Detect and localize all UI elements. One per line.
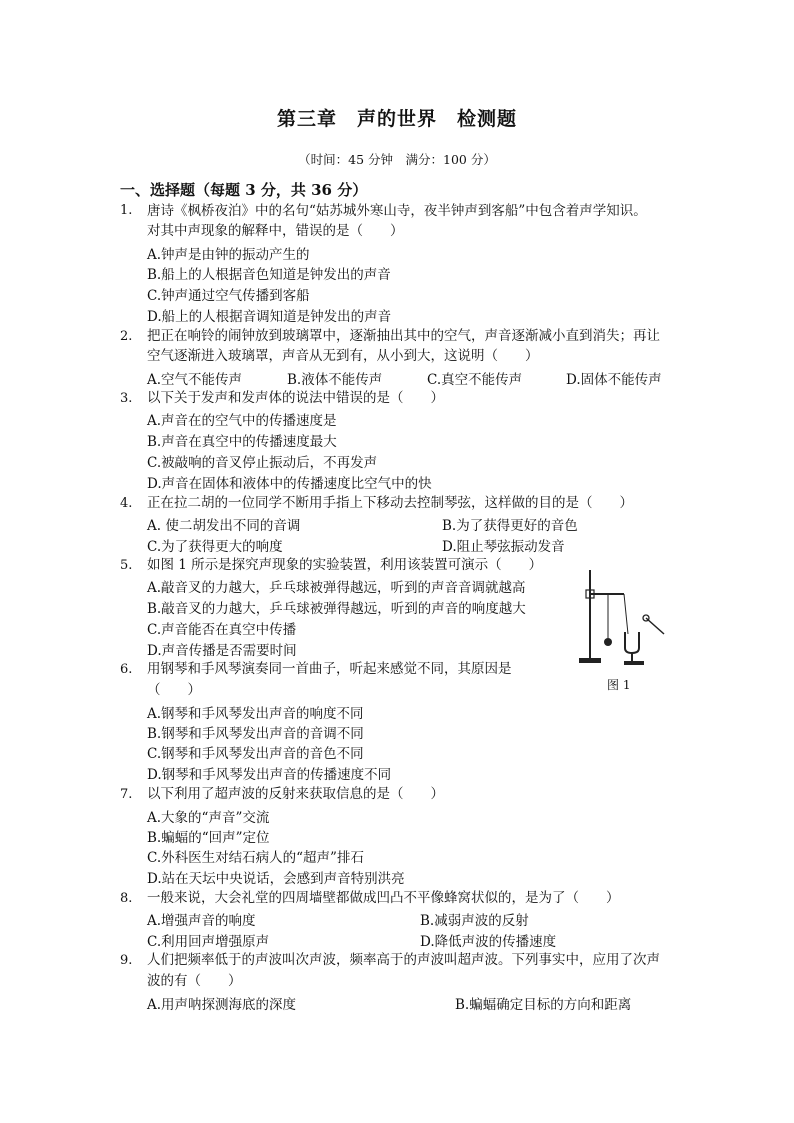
question-stem-line: 对其中声现象的解释中，错误的是（ ）	[147, 223, 404, 239]
option-a: A.声音在的空气中的传播速度是	[147, 413, 337, 429]
question-number: 6.	[120, 662, 133, 677]
option-d: D.钢琴和手风琴发出声音的传播速度不同	[147, 767, 392, 783]
option-b: B.敲音叉的力越大，乒乓球被弹得越远，听到的声音的响度越大	[147, 601, 526, 617]
option-d: D.降低声波的传播速度	[420, 934, 557, 950]
option-c: C.钟声通过空气传播到客船	[147, 288, 310, 304]
question-number: 3.	[120, 391, 133, 406]
question-number: 4.	[120, 496, 133, 511]
question-stem-line: 如图 1 所示是探究声现象的实验装置，利用该装置可演示（ ）	[147, 557, 543, 573]
option-c: C.为了获得更大的响度	[147, 539, 283, 555]
question-stem-line: 用钢琴和手风琴演奏同一首曲子，听起来感觉不同，其原因是	[147, 661, 512, 677]
question-number: 7.	[120, 787, 133, 802]
option-b: B.声音在真空中的传播速度最大	[147, 434, 337, 450]
option-c: C.利用回声增强原声	[147, 934, 270, 950]
tuning-fork-pendulum-icon	[576, 570, 666, 690]
option-d: D.站在天坛中央说话，会感到声音特别洪亮	[147, 871, 405, 887]
question-number: 5.	[120, 558, 133, 573]
option-d: D.声音传播是否需要时间	[147, 643, 297, 659]
option-d: D.船上的人根据音调知道是钟发出的声音	[147, 309, 392, 325]
page-subtitle: （时间：45 分钟 满分：100 分）	[298, 152, 496, 167]
option-c: C.被敲响的音叉停止振动后，不再发声	[147, 455, 378, 471]
question-stem-line: 正在拉二胡的一位同学不断用手指上下移动去控制琴弦，这样做的目的是（ ）	[147, 495, 633, 511]
option-b: B.蝙蝠的“回声”定位	[147, 830, 270, 846]
option-a: A.增强声音的响度	[147, 913, 256, 929]
question-number: 9.	[120, 953, 133, 968]
question-stem-line: 人们把频率低于的声波叫次声波，频率高于的声波叫超声波。下列事实中，应用了次声	[147, 952, 660, 968]
option-a: A.大象的“声音”交流	[147, 810, 270, 826]
question-stem-line: 以下关于发声和发声体的说法中错误的是（ ）	[147, 390, 444, 406]
option-a: A.钟声是由钟的振动产生的	[147, 247, 310, 263]
option-a: A.敲音叉的力越大，乒乓球被弹得越远，听到的声音音调就越高	[147, 580, 526, 596]
option-c: C.真空不能传声	[427, 372, 523, 388]
question-stem-line: 一般来说，大会礼堂的四周墙壁都做成凹凸不平像蜂窝状似的，是为了（ ）	[147, 890, 620, 906]
question-stem-line: 唐诗《枫桥夜泊》中的名句“姑苏城外寒山寺，夜半钟声到客船”中包含着声学知识。	[147, 203, 647, 219]
option-b: B.蝙蝠确定目标的方向和距离	[455, 997, 632, 1013]
option-a: A. 使二胡发出不同的音调	[147, 518, 301, 534]
option-d: D.声音在固体和液体中的传播速度比空气中的快	[147, 476, 432, 492]
option-a: A.用声呐探测海底的深度	[147, 997, 297, 1013]
figure-caption: 图 1	[607, 678, 631, 692]
option-b: B.液体不能传声	[287, 372, 383, 388]
question-number: 2.	[120, 329, 133, 344]
page-title: 第三章 声的世界 检测题	[276, 108, 517, 130]
option-c: C.钢琴和手风琴发出声音的音色不同	[147, 746, 364, 762]
question-number: 8.	[120, 891, 133, 906]
option-b: B.减弱声波的反射	[420, 913, 529, 929]
figure-1-apparatus	[576, 570, 666, 690]
option-c: C.外科医生对结石病人的“超声”排石	[147, 850, 364, 866]
option-b: B.船上的人根据音色知道是钟发出的声音	[147, 267, 391, 283]
option-b: B.为了获得更好的音色	[442, 518, 578, 534]
question-number: 1.	[120, 203, 133, 218]
option-d: D.固体不能传声	[566, 372, 662, 388]
question-stem-line: 以下利用了超声波的反射来获取信息的是（ ）	[147, 786, 444, 802]
question-stem-line: 空气逐渐进入玻璃罩，声音从无到有，从小到大，这说明（ ）	[147, 348, 539, 364]
option-c: C.声音能否在真空中传播	[147, 622, 297, 638]
option-a: A.空气不能传声	[147, 372, 243, 388]
question-stem-line: （ ）	[147, 682, 201, 698]
option-d: D.阻止琴弦振动发音	[442, 539, 565, 555]
option-a: A.钢琴和手风琴发出声音的响度不同	[147, 706, 364, 722]
question-stem-line: 把正在响铃的闹钟放到玻璃罩中，逐渐抽出其中的空气，声音逐渐减小直到消失；再让	[147, 328, 660, 344]
question-stem-line: 波的有（ ）	[147, 973, 242, 989]
option-b: B.钢琴和手风琴发出声音的音调不同	[147, 726, 364, 742]
section-heading: 一、选择题（每题 3 分，共 36 分）	[120, 181, 368, 199]
